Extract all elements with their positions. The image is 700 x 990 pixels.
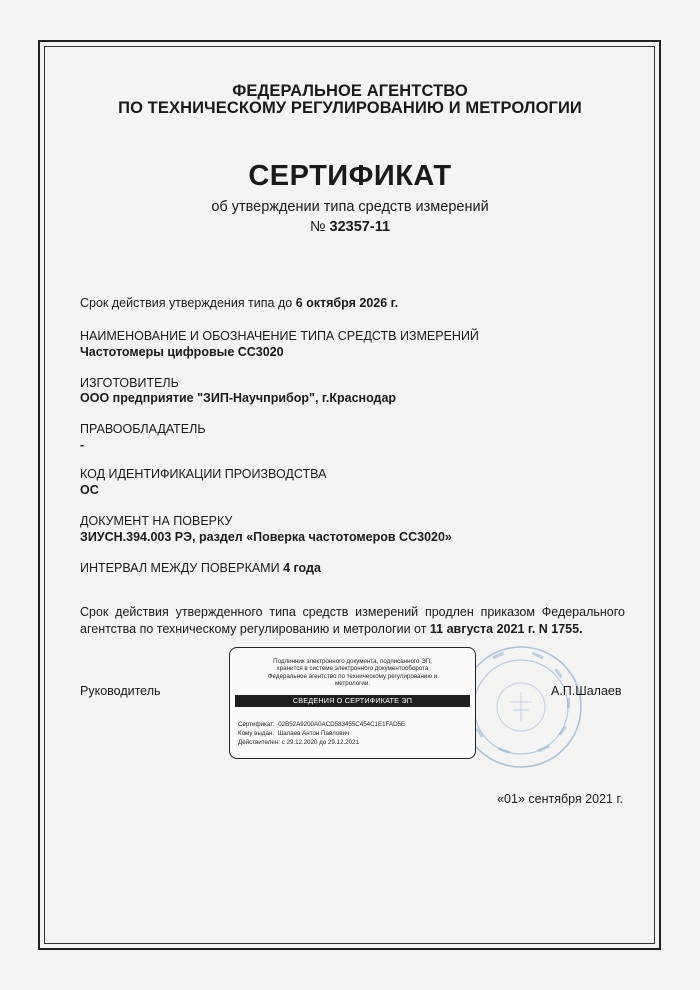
cert-row bbox=[238, 720, 405, 729]
note-line: Подлинник электронного документа, подписанного ЭП, bbox=[273, 658, 432, 665]
interval-value: 4 года bbox=[283, 561, 321, 575]
holder-value: - bbox=[80, 438, 85, 452]
manufacturer-value: ООО предприятие "ЗИП-Научприбор", г.Краснодар bbox=[80, 391, 397, 405]
name-label: НАИМЕНОВАНИЕ И ОБОЗНАЧЕНИЕ ТИПА СРЕДСТВ ИЗМЕРЕНИЙ bbox=[80, 329, 479, 343]
agency-name-line2: ПО ТЕХНИЧЕСКОМУ РЕГУЛИРОВАНИЮ И МЕТРОЛОГИИ bbox=[118, 99, 582, 117]
document-title: СЕРТИФИКАТ bbox=[248, 160, 452, 192]
valid-value: с 29.12.2020 до 29.12.2021 bbox=[281, 739, 359, 746]
issued-label: Кому выдан: bbox=[238, 730, 275, 737]
cert-value: 02B52A9200A0ACD583455C454C1E1FAD5E bbox=[278, 721, 406, 728]
verification-doc-value: ЗИУСН.394.003 РЭ, раздел «Поверка частотомеров СС3020» bbox=[80, 530, 452, 544]
seal-stamp-icon bbox=[458, 644, 584, 770]
signer-role: Руководитель bbox=[80, 684, 161, 698]
document-subtitle: об утверждении типа средств измерений bbox=[211, 199, 489, 215]
interval-label: ИНТЕРВАЛ МЕЖДУ ПОВЕРКАМИ bbox=[80, 561, 280, 575]
note-line: Федеральное агентство по техническому регулированию и bbox=[267, 672, 438, 680]
valid-label: Действителен: bbox=[238, 739, 280, 746]
manufacturer-label: ИЗГОТОВИТЕЛЬ bbox=[80, 376, 179, 390]
e-signature-details bbox=[238, 720, 405, 747]
agency-name-line1: ФЕДЕРАЛЬНОЕ АГЕНТСТВО bbox=[232, 82, 468, 100]
validity-value: 6 октября 2026 г. bbox=[295, 296, 399, 310]
note-line: метрологии. bbox=[334, 679, 371, 687]
number-symbol: № bbox=[309, 219, 326, 235]
e-signature-stamp bbox=[229, 647, 476, 759]
extension-paragraph bbox=[80, 604, 625, 638]
name-value: Частотомеры цифровые СС3020 bbox=[80, 345, 284, 359]
verification-doc-label: ДОКУМЕНТ НА ПОВЕРКУ bbox=[80, 514, 233, 528]
holder-label: ПРАВООБЛАДАТЕЛЬ bbox=[80, 422, 206, 436]
issued-value: Шалаев Антон Павлович bbox=[277, 730, 350, 737]
extension-line1: Срок действия утвержденного типа средств измерений продлен приказом Федерального bbox=[80, 605, 625, 619]
valid-row bbox=[238, 738, 405, 747]
signer-name: А.П.Шалаев bbox=[551, 684, 622, 698]
interval-line bbox=[80, 561, 321, 575]
validity-line bbox=[80, 296, 398, 310]
issued-row bbox=[238, 729, 405, 738]
certificate-number bbox=[0, 219, 700, 235]
extension-line2-prefix: агентства по техническому регулированию и метрологии от bbox=[80, 622, 427, 636]
e-signature-note bbox=[230, 658, 475, 687]
extension-order: 11 августа 2021 г. N 1755. bbox=[429, 622, 583, 636]
note-line: хранится в системе электронного документооборота bbox=[276, 665, 429, 673]
production-code-label: КОД ИДЕНТИФИКАЦИИ ПРОИЗВОДСТВА bbox=[80, 467, 327, 481]
production-code-value: ОС bbox=[80, 483, 99, 497]
cert-label: Сертификат: bbox=[238, 721, 275, 728]
signature-date: «01» сентября 2021 г. bbox=[497, 792, 623, 806]
validity-label: Срок действия утверждения типа до bbox=[80, 296, 293, 310]
number-value: 32357-11 bbox=[329, 219, 391, 235]
e-signature-banner: СВЕДЕНИЯ О СЕРТИФИКАТЕ ЭП bbox=[235, 695, 470, 707]
